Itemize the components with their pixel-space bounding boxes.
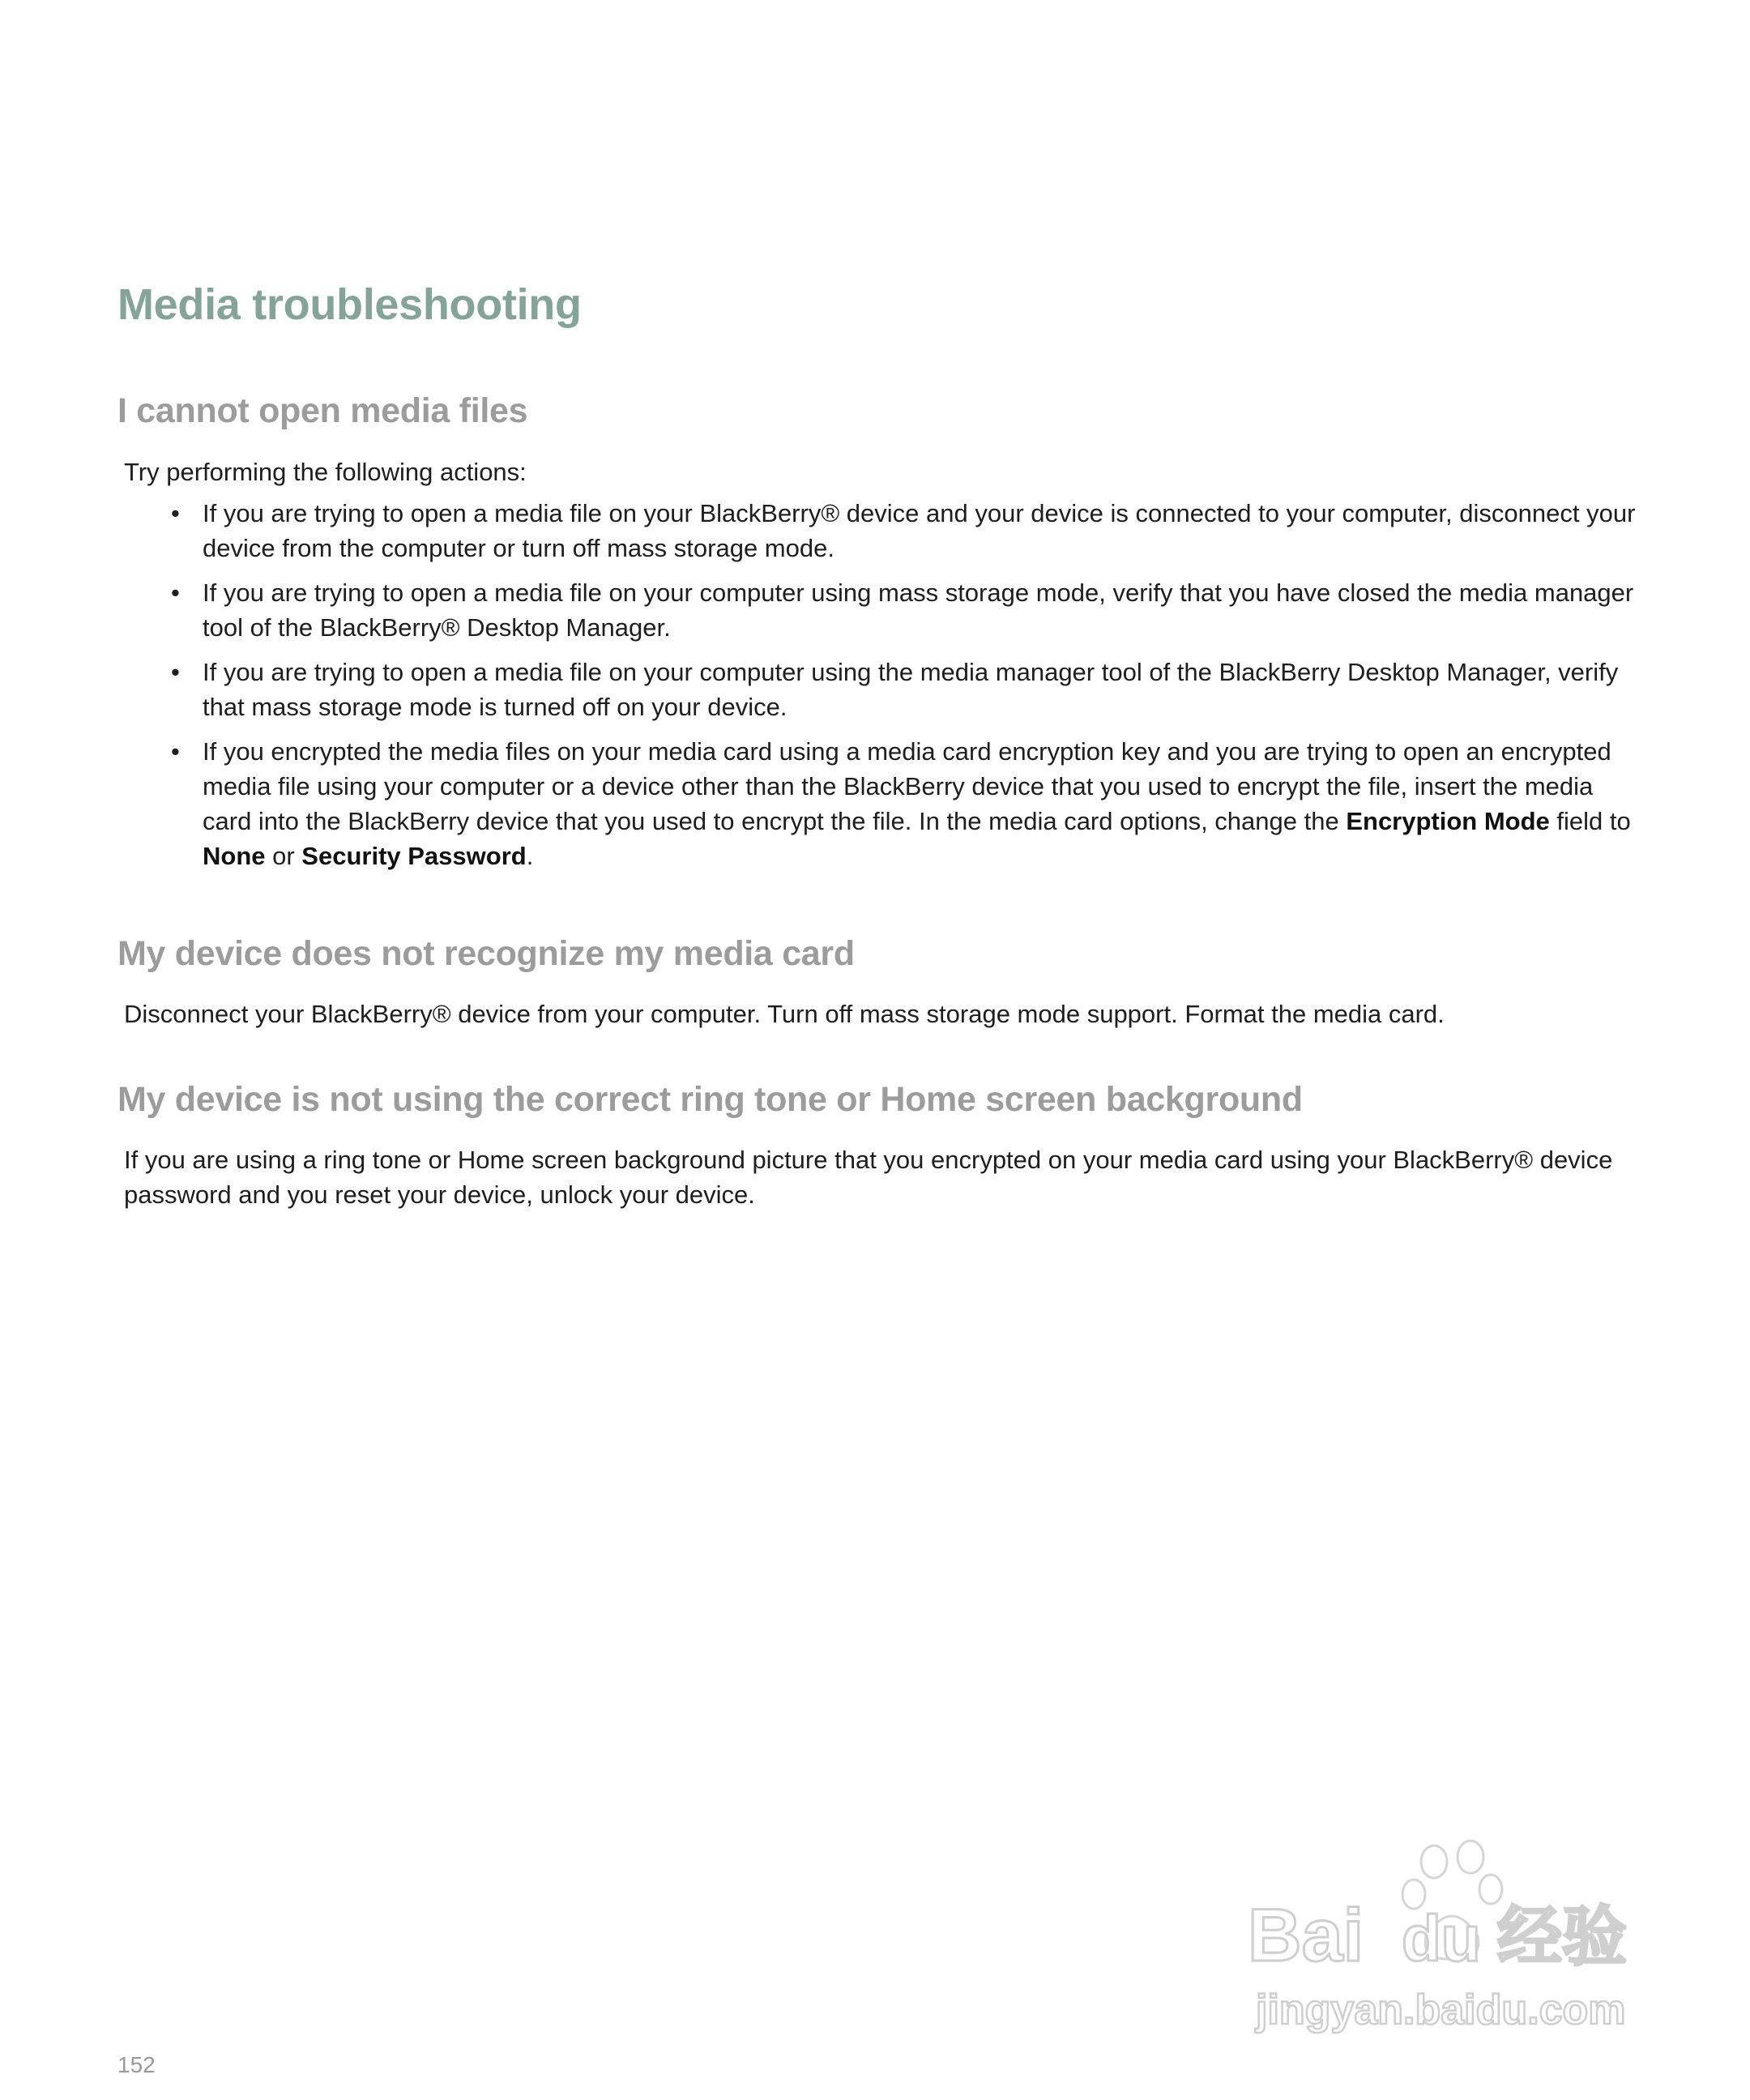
page-number: 152	[117, 2052, 156, 2077]
bullet-icon: •	[171, 499, 180, 527]
section-intro: Try performing the following actions:	[124, 458, 527, 486]
list-item: • If you encrypted the media files on your media card using a media card encryption key and you are trying to open an encrypted media file using your computer or a device other than the BlackBerry device that you used to encrypt the file, insert the media card into the BlackBerry device that you used to encrypt the file. In the media card options, change the Encryption Mode field to None or Security Password.	[124, 734, 1647, 873]
watermark-brand-cn: 经验	[1497, 1899, 1627, 1974]
watermark-brand-a: Bai	[1248, 1894, 1364, 1977]
ui-term-security-password: Security Password	[301, 842, 527, 870]
section-heading-media-card: My device does not recognize my media card	[117, 934, 855, 973]
chapter-title: Media troubleshooting	[117, 280, 582, 329]
bullet-icon: •	[171, 658, 180, 686]
section-body-media-card: Disconnect your BlackBerry® device from your computer. Turn off mass storage mode support. Format the media card.	[124, 1000, 1445, 1028]
action-list	[124, 496, 1647, 883]
list-item: • If you are trying to open a media file on your computer using mass storage mode, verify that you have closed the media manager tool of the BlackBerry® Desktop Manager.	[124, 575, 1647, 645]
bullet-icon: •	[171, 737, 180, 766]
list-item: • If you are trying to open a media file on your BlackBerry® device and your device is connected to your computer, disconnect your device from the computer or turn off mass storage mode.	[124, 496, 1647, 566]
watermark-url: jingyan.baidu.com	[1256, 1987, 1626, 2034]
bullet-icon: •	[171, 578, 180, 607]
section-heading-cannot-open: I cannot open media files	[117, 391, 528, 430]
watermark-brand-b: du	[1402, 1902, 1481, 1974]
ui-term-encryption-mode: Encryption Mode	[1346, 807, 1550, 835]
baidu-watermark-logo	[1240, 1839, 1661, 2042]
section-body-ring-tone: If you are using a ring tone or Home screen background picture that you encrypted on your media card using your BlackBerry® device password and you reset your device, unlock your device.	[124, 1146, 1613, 1209]
list-item: • If you are trying to open a media file on your computer using the media manager tool of the BlackBerry Desktop Manager, verify that mass storage mode is turned off on your device.	[124, 655, 1647, 724]
section-heading-ring-tone: My device is not using the correct ring tone or Home screen background	[117, 1080, 1303, 1119]
ui-term-none: None	[203, 842, 266, 870]
